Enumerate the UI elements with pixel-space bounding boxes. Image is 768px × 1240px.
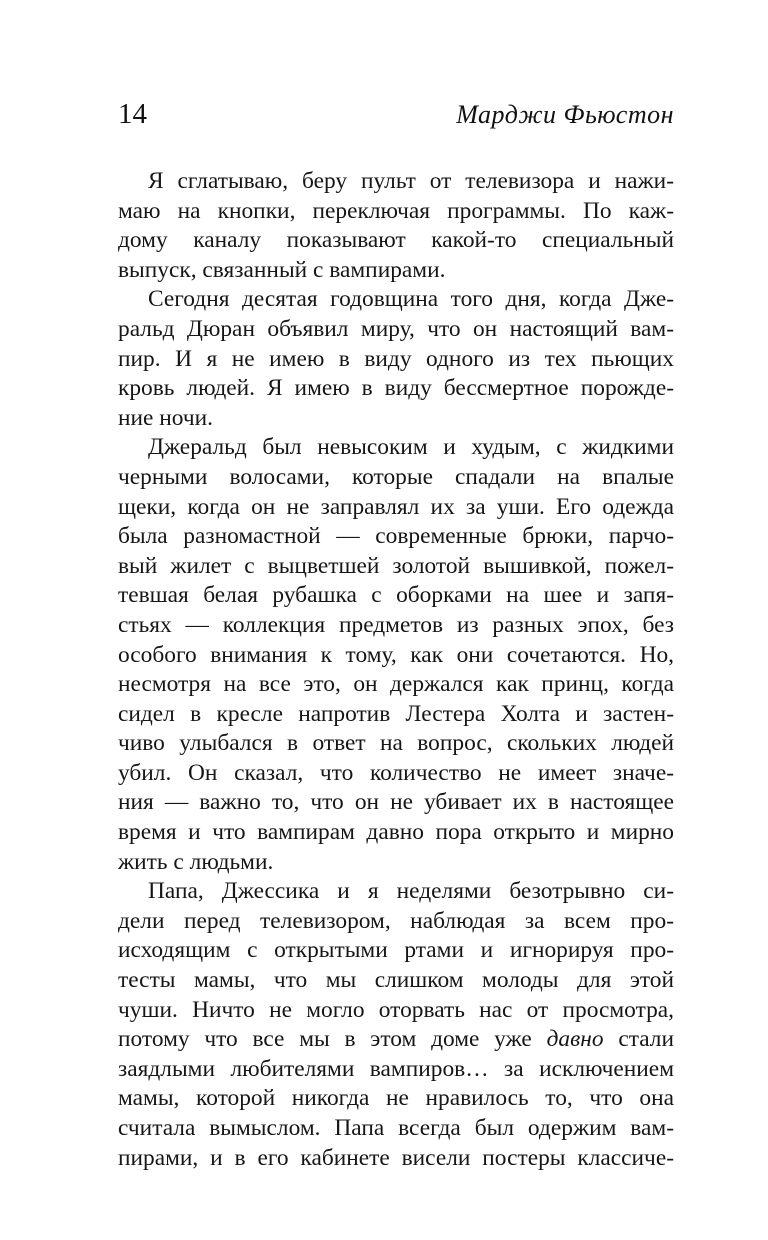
text-line: особого внимания к тому, как они сочетаются. Но, — [118, 641, 674, 668]
text-line: вый жилет с выцветшей золотой вышивкой, пожел- — [118, 552, 674, 579]
text-line: жить с людьми. — [118, 848, 274, 875]
running-head-author: Марджи Фьюстон — [456, 100, 674, 129]
text-line: ния — важно то, что он не убивает их в настоящее — [118, 789, 674, 816]
text-line: пирами, и в его кабинете висели постеры классиче- — [118, 1144, 674, 1171]
italic-emphasis: давно — [546, 1026, 604, 1053]
text-line: заядлыми любителями вампиров… за исключением — [118, 1055, 674, 1082]
body-text — [118, 167, 674, 1173]
page-header — [118, 96, 674, 136]
text-line: убил. Он сказал, что количество не имеет значе- — [118, 759, 674, 786]
text-line: была разномастной — современные брюки, парчо- — [118, 523, 674, 550]
text-line: щеки, когда он не заправлял их за уши. Его одежда — [118, 493, 674, 520]
text-line: кровь людей. Я имею в виду бессмертное порожде- — [118, 375, 674, 402]
text-line: черными волосами, которые спадали на впалые — [118, 463, 674, 490]
text-line: пир. И я не имею в виду одного из тех пьющих — [118, 345, 674, 372]
text-line: тесты мамы, что мы слишком молоды для этой — [118, 967, 674, 994]
text-line: тевшая белая рубашка с оборками на шее и запя- — [118, 582, 674, 609]
text-line: ральд Дюран объявил миру, что он настоящий вам- — [118, 315, 674, 342]
page-number: 14 — [118, 98, 147, 130]
text-line: ние ночи. — [118, 404, 214, 431]
text-segment: стали — [603, 1026, 674, 1053]
text-line: сидел в кресле напротив Лестера Холта и застен- — [118, 700, 674, 727]
text-line: Папа, Джессика и я неделями безотрывно си- — [148, 878, 674, 905]
text-line: выпуск, связанный с вампирами. — [118, 256, 446, 283]
text-line: стьях — коллекция предметов из разных эпох, без — [118, 611, 674, 638]
text-line: дому каналу показывают какой-то специальный — [118, 227, 674, 254]
text-line: исходящим с открытыми ртами и игнорируя про- — [118, 937, 674, 964]
text-line: Джеральд был невысоким и худым, с жидкими — [148, 434, 674, 461]
text-line-with-emphasis — [118, 1025, 674, 1055]
text-segment: потому что все мы в этом доме уже — [118, 1026, 547, 1053]
text-line: Я сглатываю, беру пульт от телевизора и нажи- — [148, 168, 674, 194]
text-line: Сегодня десятая годовщина того дня, когда Дже- — [148, 286, 674, 313]
text-line: маю на кнопки, переключая программы. По каж- — [118, 197, 674, 224]
text-line: чуши. Ничто не могло оторвать нас от просмотра, — [118, 996, 674, 1023]
text-line: дели перед телевизором, наблюдая за всем про- — [118, 907, 674, 934]
text-line: мамы, которой никогда не нравилось то, что она — [118, 1085, 674, 1112]
text-line: чиво улыбался в ответ на вопрос, скольких людей — [118, 730, 674, 757]
text-line: несмотря на все это, он держался как принц, когда — [118, 671, 674, 698]
text-line: считала вымыслом. Папа всегда был одержим вам- — [118, 1115, 674, 1141]
text-line: время и что вампирам давно пора открыто и мирно — [118, 819, 674, 846]
